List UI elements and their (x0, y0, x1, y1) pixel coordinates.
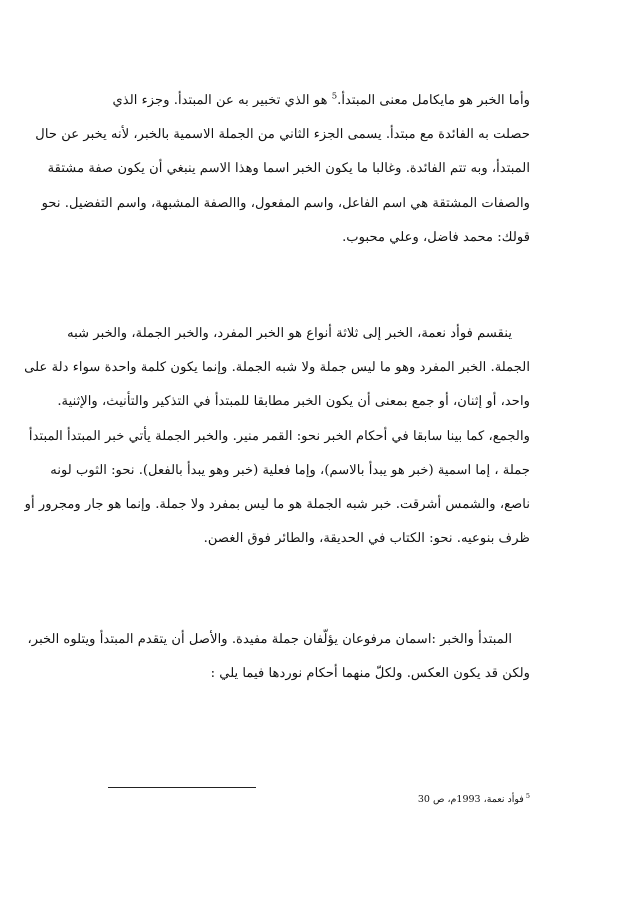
text-line: حصلت به الفائدة مع مبتدأ. يسمى الجزء الثاني من الجملة الاسمية بالخبر، لأنه يخبر عن حال (35, 127, 530, 143)
text-line: المبتدأ، وبه تتم الفائدة. وغالبا ما يكون الخبر اسما وهذا الاسم ينبغي أن يكون صفة مشتقة (47, 161, 530, 177)
footnote (418, 793, 530, 807)
footnote-separator (108, 787, 256, 788)
text-line: ناصع، والشمس أشرقت. خبر شبه الجملة هو ما ليس بمفرد ولا جملة. وإنما هو جار ومجرور أو (24, 497, 530, 513)
paragraph-khabar-types (24, 317, 530, 556)
text-line: والصفات المشتقة هي اسم الفاعل، واسم المفعول، واالصفة المشبهة، واسم التفضيل. نحو (41, 195, 530, 211)
text-segment: وأما الخبر هو مايكامل معنى المبتدأ. (337, 93, 530, 108)
text-line: جملة ، إما اسمية (خبر هو يبدأ بالاسم)، وإما فعلية (خبر وهو يبدأ بالفعل). نحو: الثوب لونه (50, 462, 530, 478)
text-line: المبتدأ والخبر :اسمان مرفوعان يؤلّفان جملة مفيدة. والأصل أن يتقدم المبتدأ ويتلوه الخبر، (27, 632, 512, 647)
paragraph-mubtada-khabar (27, 623, 530, 691)
text-line: قولك: محمد فاضل، وعلي محبوب. (342, 229, 530, 245)
text-segment: هو الذي تخبير به عن المبتدأ. وجزء الذي (112, 93, 328, 108)
text-line (108, 84, 530, 118)
paragraph-khabar-definition (35, 84, 530, 255)
text-line: واحد، أو إثنان، أو جمع بمعنى أن يكون الخبر مطابقا للمبتدأ في التذكير والتأنيث، والإثنية. (57, 394, 530, 410)
text-line: الجملة. الخبر المفرد وهو ما ليس جملة ولا شبه الجملة. وإنما يكون كلمة واحدة سواء دلة على (24, 360, 530, 376)
footnote-marker: 5 (525, 791, 530, 800)
footnote-text: فوأد نعمة، 1993م، ص 30 (417, 794, 524, 805)
text-line: ظرف بنوعيه. نحو: الكتاب في الحديقة، والطائر فوق الغصن. (203, 531, 530, 547)
text-line: ينقسم فوأد نعمة، الخبر إلى ثلاثة أنواع هو الخبر المفرد، والخبر الجملة، والخبر شبه (67, 326, 512, 341)
footnote-reference[interactable]: 5 (331, 91, 338, 102)
text-line: والجمع، كما بينا سابقا في أحكام الخبر نحو: القمر منير. والخبر الجملة يأتي خبر المبتدأ المبتدأ (28, 428, 530, 444)
text-line: ولكن قد يكون العكس. ولكلّ منهما أحكام نوردها فيما يلي : (210, 666, 530, 682)
